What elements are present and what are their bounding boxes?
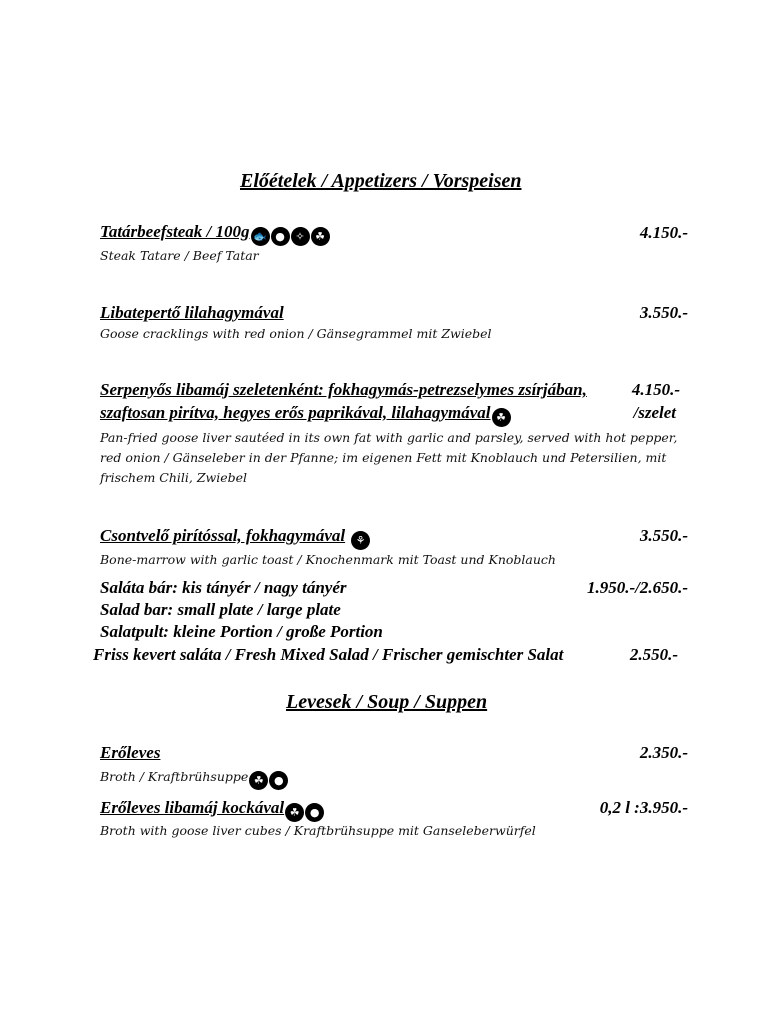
dish-sub-eroleves-wrap <box>100 766 288 790</box>
allergen-icons <box>251 227 330 246</box>
salad-bar-line2: Salad bar: small plate / large plate <box>100 600 341 619</box>
price-mixed-salad: 2.550.- <box>629 645 678 664</box>
dish-sub-eroleves-libamaj: Broth with goose liver cubes / Kraftbrühsuppe mit Ganseleberwürfel <box>100 823 536 838</box>
dish-libatepert: Libatepertő lilahagymával <box>100 303 284 322</box>
soup-heading: Levesek / Soup / Suppen <box>286 691 488 713</box>
dish-sub-libamaj-2: red onion / Gänseleber in der Pfanne; im eigenen Fett mit Knoblauch und Petersilien, mit <box>100 450 667 465</box>
price-tatar: 4.150.- <box>639 223 688 242</box>
celery-icon: ☘ <box>249 771 268 790</box>
allergen-icons <box>492 408 511 427</box>
dish-libamaj-line2-wrap <box>100 403 511 427</box>
salad-bar-line3: Salatpult: kleine Portion / große Portion <box>100 622 383 641</box>
dish-sub-tatar: Steak Tatare / Beef Tatar <box>100 248 259 263</box>
dish-tatar <box>100 222 330 246</box>
fish-icon: 🐟 <box>251 227 270 246</box>
dish-sub-csontvelo: Bone-marrow with garlic toast / Knochenmark mit Toast und Knoblauch <box>100 552 556 567</box>
celery-icon: ☘ <box>285 803 304 822</box>
appetizers-heading: Előételek / Appetizers / Vorspeisen <box>240 170 522 192</box>
mixed-salad: Friss kevert saláta / Fresh Mixed Salad / Frischer gemischter Salat <box>93 645 564 664</box>
salad-bar-line1: Saláta bár: kis tányér / nagy tányér <box>100 578 347 597</box>
dish-sub-libamaj-1: Pan-fried goose liver sautéed in its own fat with garlic and parsley, served with hot pepper, <box>100 430 678 445</box>
price-eroleves-libamaj: 0,2 l :3.950.- <box>599 798 688 817</box>
dish-libamaj-line2: szaftosan pirítva, hegyes erős paprikával, lilahagymával <box>100 403 491 422</box>
egg-icon: ● <box>269 771 288 790</box>
egg-icon: ● <box>271 227 290 246</box>
celery-icon: ☘ <box>492 408 511 427</box>
egg-icon: ● <box>305 803 324 822</box>
dish-sub-libamaj-3: frischem Chili, Zwiebel <box>100 470 248 485</box>
allergen-icons <box>285 803 324 822</box>
dish-name: Erőleves libamáj kockával <box>100 798 285 817</box>
dish-name: Csontvelő pirítóssal, fokhagymával <box>100 526 346 545</box>
allergen-icons <box>249 771 288 790</box>
celery-icon: ☘ <box>311 227 330 246</box>
price-libatepert: 3.550.- <box>639 303 688 322</box>
dish-sub-eroleves: Broth / Kraftbrühsuppe <box>100 769 249 784</box>
allergen-icons <box>351 531 370 550</box>
dish-eroleves: Erőleves <box>100 743 161 762</box>
mustard-icon: ✧ <box>291 227 310 246</box>
dish-libamaj-line1: Serpenyős libamáj szeletenként: fokhagymás-petrezselymes zsírjában, <box>100 380 587 399</box>
price-salad-bar: 1.950.-/2.650.- <box>586 578 688 597</box>
dish-csontvelo <box>100 526 370 550</box>
price-libamaj: 4.150.- <box>631 380 680 399</box>
dish-eroleves-libamaj <box>100 798 324 822</box>
gluten-icon: ⚘ <box>351 531 370 550</box>
price-csontvelo: 3.550.- <box>639 526 688 545</box>
price-libamaj-unit: /szelet <box>633 403 676 422</box>
dish-sub-libatepert: Goose cracklings with red onion / Gänsegrammel mit Zwiebel <box>100 326 492 341</box>
dish-name: Tatárbeefsteak / 100g <box>100 222 250 241</box>
price-eroleves: 2.350.- <box>639 743 688 762</box>
